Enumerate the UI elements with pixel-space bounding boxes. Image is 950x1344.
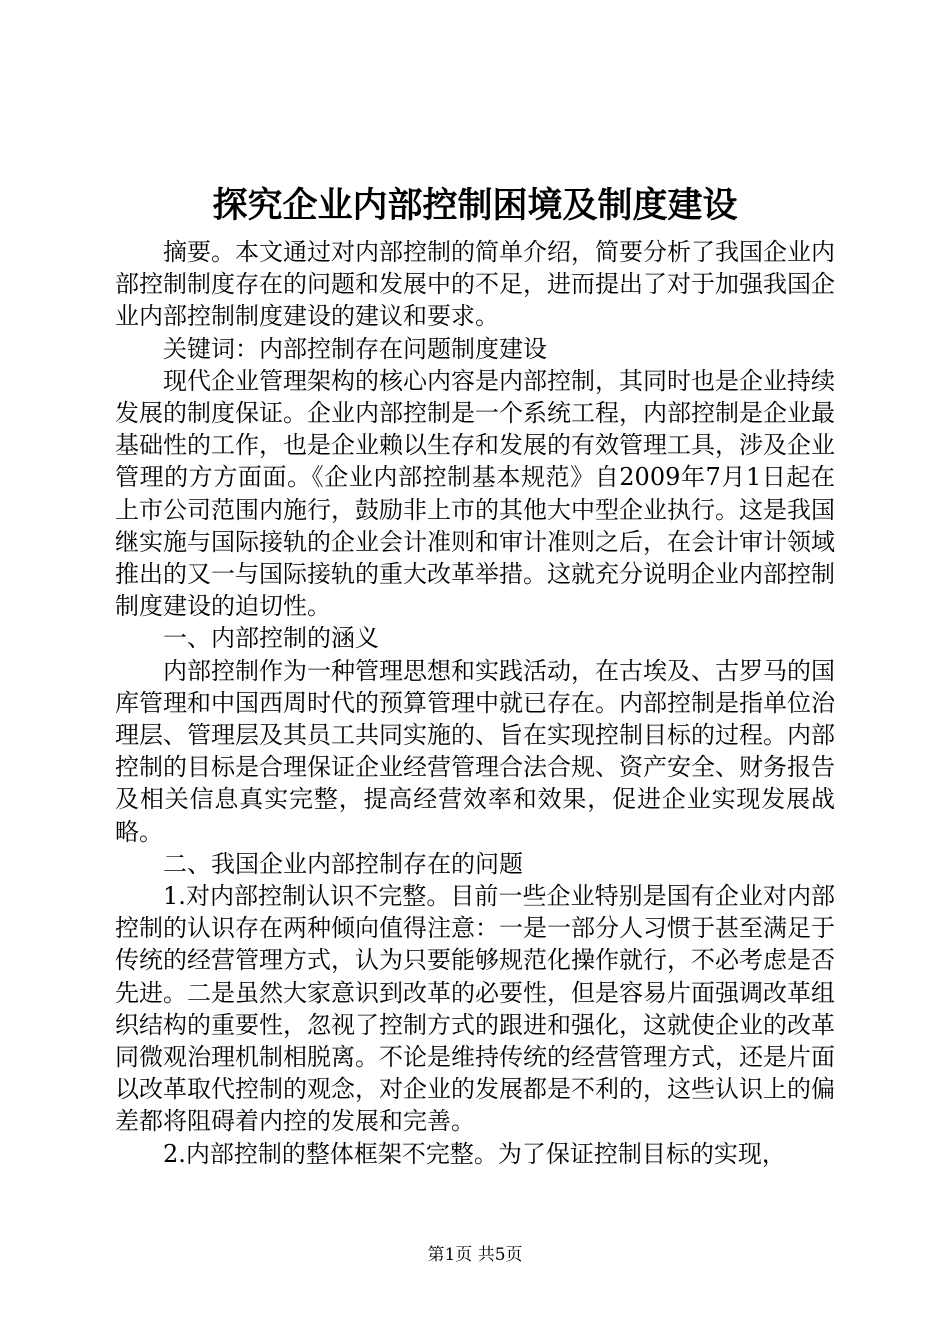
section-2-item-1: 1.对内部控制认识不完整。目前一些企业特别是国有企业对内部控制的认识存在两种倾向值得注意：一是一部分人习惯于甚至满足于传统的经营管理方式，认为只要能够规范化操作就行，不必考虑是否先进。二是虽然大家意识到改革的必要性，但是容易片面强调改革组织结构的重要性，忽视了控制方式的跟进和强化，这就使企业的改革同微观治理机制相脱离。不论是维持传统的经营管理方式，还是片面以改革取代控制的观念，对企业的发展都是不利的，这些认识上的偏差都将阻碍着内控的发展和完善。 — [115, 882, 835, 1136]
intro-paragraph: 现代企业管理架构的核心内容是内部控制，其同时也是企业持续发展的制度保证。企业内部控制是一个系统工程，内部控制是企业最基础性的工作，也是企业赖以生存和发展的有效管理工具，涉及企业管理的方方面面。《企业内部控制基本规范》自2009年7月1日起在上市公司范围内施行，鼓励非上市的其他大中型企业执行。这是我国继实施与国际接轨的企业会计准则和审计准则之后，在会计审计领域推出的又一与国际接轨的重大改革举措。这就充分说明企业内部控制制度建设的迫切性。 — [115, 366, 835, 621]
section-1-paragraph: 内部控制作为一种管理思想和实践活动，在古埃及、古罗马的国库管理和中国西周时代的预算管理中就已存在。内部控制是指单位治理层、管理层及其员工共同实施的、旨在实现控制目标的过程。内部控制的目标是合理保证企业经营管理合法合规、资产安全、财务报告及相关信息真实完整，提高经营效率和效果，促进企业实现发展战略。 — [115, 656, 835, 846]
document-title: 探究企业内部控制困境及制度建设 — [212, 185, 738, 226]
page-footer: 第1页 共5页 — [427, 1245, 523, 1265]
section-2-item-2: 2.内部控制的整体框架不完整。为了保证控制目标的实现， — [163, 1139, 786, 1168]
section-heading-2: 二、我国企业内部控制存在的问题 — [163, 849, 523, 878]
section-heading-1: 一、内部控制的涵义 — [163, 624, 379, 653]
document-body — [115, 236, 835, 1170]
abstract-paragraph: 摘要。本文通过对内部控制的简单介绍，简要分析了我国企业内部控制制度存在的问题和发展中的不足，进而提出了对于加强我国企业内部控制制度建设的建议和要求。 — [115, 238, 835, 331]
keywords-paragraph: 关键词：内部控制存在问题制度建设 — [163, 334, 547, 363]
